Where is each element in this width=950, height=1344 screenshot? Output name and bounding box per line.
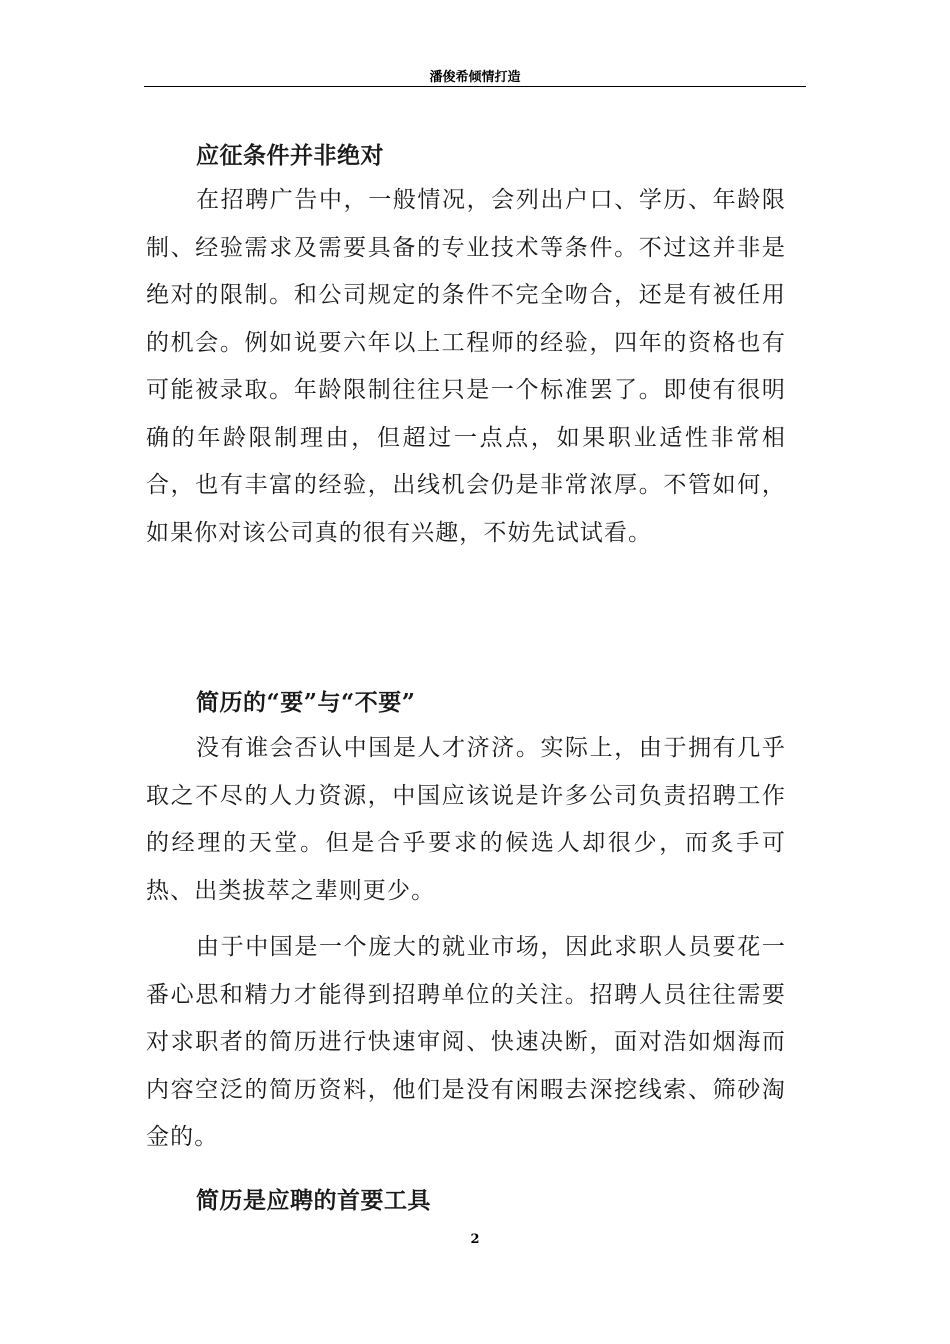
page-number: 2 <box>470 1232 480 1247</box>
page-header <box>144 66 806 87</box>
section-heading-resume-tool: 简历是应聘的首要工具 <box>196 1187 431 1214</box>
paragraph-job-market: 由于中国是一个庞大的就业市场，因此求职人员要花一番心思和精力才能得到招聘单位的关注。招聘人员往往需要对求职者的简历进行快速审阅、快速决断，面对浩如烟海而内容空泛的简历资料，他们是没有闲暇去深挖线索、筛砂淘金的。 <box>146 934 786 1150</box>
paragraph-conditions: 在招聘广告中，一般情况，会列出户口、学历、年龄限制、经验需求及需要具备的专业技术等条件。不过这并非是绝对的限制。和公司规定的条件不完全吻合，还是有被任用的机会。例如说要六年以上工程师的经验，四年的资格也有可能被录取。年龄限制往往只是一个标准罢了。即使有很明确的年龄限制理由，但超过一点点，如果职业适性非常相合，也有丰富的经验，出线机会仍是非常浓厚。不管如何，如果你对该公司真的很有兴趣，不妨先试试看。 <box>146 187 786 546</box>
section-heading-conditions: 应征条件并非绝对 <box>196 142 384 169</box>
section-heading-resume-dos-donts: 简历的“要”与“不要” <box>196 689 416 716</box>
header-text: 潘俊希倾情打造 <box>429 70 521 85</box>
paragraph-talent: 没有谁会否认中国是人才济济。实际上，由于拥有几乎取之不尽的人力资源，中国应该说是许多公司负责招聘工作的经理的天堂。但是合乎要求的候选人却很少，而炙手可热、出类拔萃之辈则更少。 <box>146 735 786 904</box>
